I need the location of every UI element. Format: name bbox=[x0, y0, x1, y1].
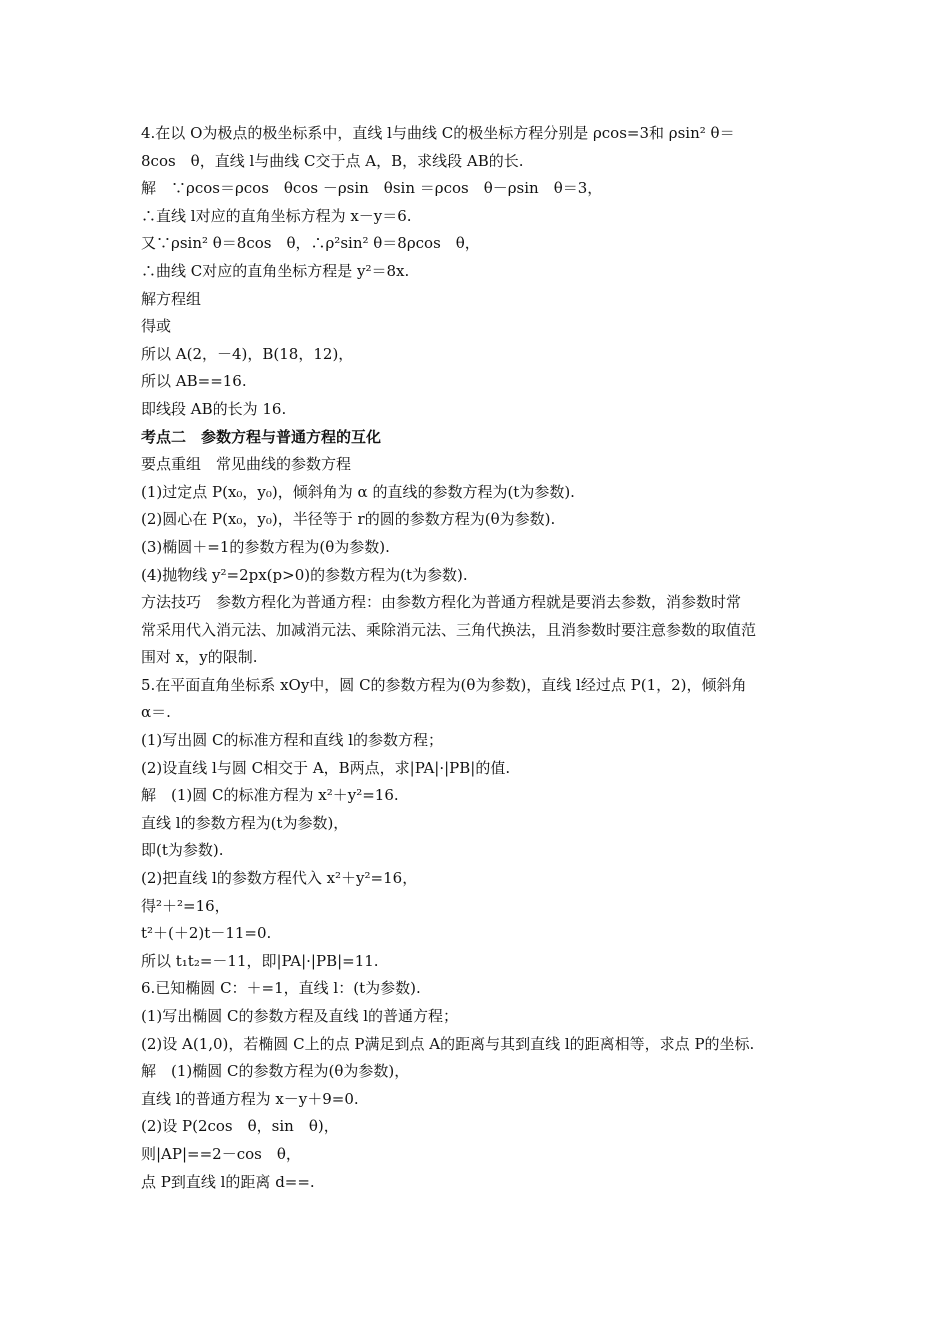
text-line: (2)设 P(2cos θ，sin θ)， bbox=[141, 1117, 339, 1136]
text-line: 方法技巧 参数方程化为普通方程：由参数方程化为普通方程就是要消去参数，消参数时常 bbox=[141, 593, 742, 612]
text-line: (1)写出圆 C的标准方程和直线 l的参数方程； bbox=[141, 731, 444, 750]
text-line: (2)把直线 l的参数方程代入 x²＋y²=16， bbox=[141, 869, 418, 888]
text-line: (2)设 A(1,0)，若椭圆 C上的点 P满足到点 A的距离与其到直线 l的距离相等，求点 P的坐标. bbox=[141, 1034, 755, 1053]
text-line: (3)椭圆＋=1的参数方程为(θ为参数). bbox=[141, 537, 390, 556]
text-line: (4)抛物线 y²=2px(p>0)的参数方程为(t为参数). bbox=[141, 565, 468, 584]
text-line: 直线 l的普通方程为 x－y＋9=0. bbox=[141, 1089, 359, 1108]
text-line: 又∵ρsin² θ＝8cos θ，∴ρ²sin² θ＝8ρcos θ， bbox=[141, 234, 480, 253]
text-line: 解 (1)圆 C的标准方程为 x²＋y²=16. bbox=[141, 786, 399, 805]
text-line: 即线段 AB的长为 16. bbox=[141, 399, 287, 418]
text-line: 直线 l的参数方程为(t为参数)， bbox=[141, 813, 349, 832]
text-line: 常采用代入消元法、加减消元法、乘除消元法、三角代换法，且消参数时要注意参数的取值范 bbox=[141, 620, 757, 639]
text-line: ∴曲线 C对应的直角坐标方程是 y²＝8x. bbox=[141, 261, 410, 280]
text-line: 所以 t₁t₂=－11，即|PA|·|PB|=11. bbox=[141, 951, 379, 970]
text-line: 8cos θ，直线 l与曲线 C交于点 A，B，求线段 AB的长. bbox=[141, 151, 524, 170]
text-line: 解方程组 bbox=[141, 289, 202, 308]
text-line: α＝. bbox=[141, 703, 171, 722]
text-line: (2)圆心在 P(x₀，y₀)，半径等于 r的圆的参数方程为(θ为参数). bbox=[141, 510, 556, 529]
text-line: 即(t为参数). bbox=[141, 841, 224, 860]
text-line: 得²＋²=16， bbox=[141, 896, 230, 915]
text-line: 5.在平面直角坐标系 xOy中，圆 C的参数方程为(θ为参数)，直线 l经过点 P(1，2)，倾斜角 bbox=[141, 675, 747, 694]
text-line: 6.已知椭圆 C：＋=1，直线 l：(t为参数). bbox=[141, 979, 421, 998]
section-heading: 考点二 参数方程与普通方程的互化 bbox=[141, 427, 382, 446]
text-line: (1)过定点 P(x₀，y₀)，倾斜角为 α 的直线的参数方程为(t为参数). bbox=[141, 482, 575, 501]
text-line: 解 (1)椭圆 C的参数方程为(θ为参数)， bbox=[141, 1062, 410, 1081]
text-line: ∴直线 l对应的直角坐标方程为 x－y＝6. bbox=[141, 206, 412, 225]
text-line: 4.在以 O为极点的极坐标系中，直线 l与曲线 C的极坐标方程分别是 ρcos=3和 ρsin² θ＝ bbox=[141, 124, 735, 142]
text-line: (2)设直线 l与圆 C相交于 A，B两点，求|PA|·|PB|的值. bbox=[141, 758, 511, 777]
text-line: 所以 AB==16. bbox=[141, 372, 247, 391]
document-body bbox=[141, 120, 813, 1196]
text-line: t²＋(＋2)t－11=0. bbox=[141, 924, 272, 943]
text-line: 得或 bbox=[141, 317, 172, 336]
text-line: 所以 A(2，－4)，B(18，12)， bbox=[141, 344, 354, 363]
text-line: 点 P到直线 l的距离 d==. bbox=[141, 1172, 315, 1191]
text-line: 围对 x，y的限制. bbox=[141, 648, 258, 667]
text-line: 则|AP|==2－cos θ， bbox=[141, 1144, 301, 1163]
text-line: (1)写出椭圆 C的参数方程及直线 l的普通方程； bbox=[141, 1007, 459, 1025]
text-line: 要点重组 常见曲线的参数方程 bbox=[141, 455, 352, 474]
text-line: 解 ∵ρcos＝ρcos θcos －ρsin θsin ＝ρcos θ－ρsin θ＝3， bbox=[141, 179, 603, 198]
